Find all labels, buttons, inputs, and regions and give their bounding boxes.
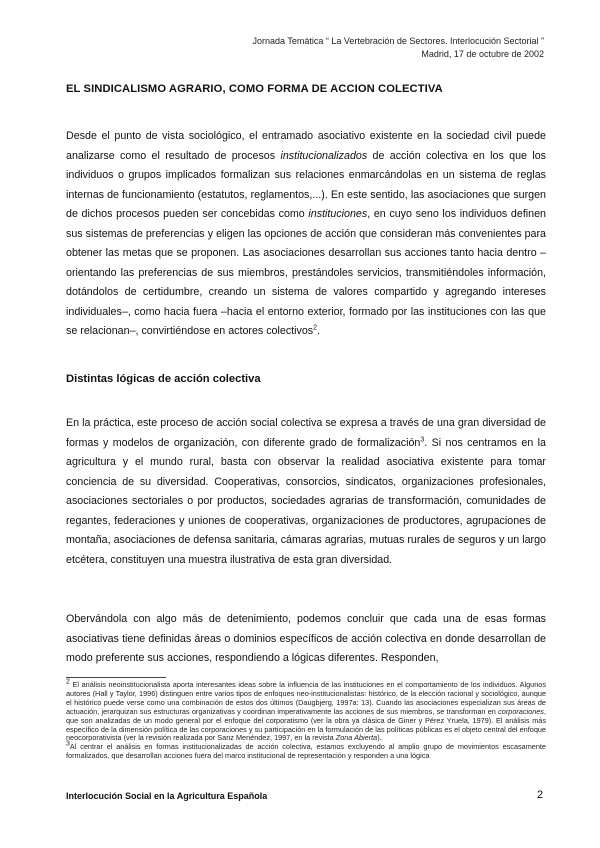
footnote-3-text: Al centrar el análisis en formas institucionalizadas de acción colectiva, estamos excluyendo al amplio grupo de movimientos escasamente formalizados, que desarrollan acciones fuera del marco institucional de representación y responden a una lógica [66,742,546,761]
page-number: 2 [537,789,544,801]
paragraph-intro-text-3: , en cuyo seno los individuos definen sus sistemas de preferencias y eligen las opciones de acción que consideran más convenientes para obtener las metas que se proponen. Las asociaciones desarrollan sus acciones tanto hacia dentro –orientando las preferencias de sus miembros, prestándoles servicios, transmitiéndoles información, dotándolos de certidumbre, creando un sistema de valores compartido y agregando intereses individuales–, como hacia fuera –hacia el entorno exterior, formado por las instituciones con las que se relacionan–, convirtiéndose en actores colectivos [66,208,546,337]
page-footer-title: Interlocución Social en la Agricultura Española [66,791,268,801]
footnotes [66,678,546,761]
footnote-2-emphasis-2: Zona Abierta [335,733,378,743]
paragraph-diversity-text-1: En la práctica, este proceso de acción social colectiva se expresa a través de una gran diversidad de formas y modelos de organización, con diferente grado de formalización [66,417,546,449]
footnote-2-text-2: , que son analizadas de un modo general por el enfoque del corporatismo (ver la obra ya clásica de Giner y Pérez Yruela, 1979). El análisis más específico de la dimensión política de las corporaciones y su participación en la formulación de las políticas públicas es el objeto central del enfoque neocorporativista (ver la revisión realizada por Sanz Menéndez, 1997, en la revista [66,706,546,743]
paragraph-intro-text-1: Desde el punto de vista sociológico, el entramado asociativo existente en la sociedad civil puede analizarse como el resultado de procesos [66,130,546,162]
paragraph-diversity [66,414,546,570]
footnote-ref-2[interactable]: 2 [313,324,318,332]
footnote-2-text-3: ). [377,733,382,743]
footnote-3 [66,740,546,761]
footnote-2-number: 2 [66,678,70,686]
footnote-2-emphasis-1: corporaciones [498,706,544,716]
paragraph-intro [66,127,546,342]
section-heading: Distintas lógicas de acción colectiva [66,373,261,385]
footnote-2 [66,678,546,743]
paragraph-intro-emphasis-2: instituciones [308,208,368,220]
paragraph-diversity-text-2: . Si nos centramos en la agricultura y el mundo rural, basta con observar la realidad asociativa existente para tomar conciencia de su diversidad. Cooperativas, consorcios, sindicatos, organizaciones profesionales, asociaciones sectoriales o por productos, sociedades agrarias de transformación, comunidades de regantes, federaciones y uniones de cooperativas, organizaciones de productores, agrupaciones de montaña, asociaciones de defensa sanitaria, cámaras agrarias, mutuas rurales de seguros y un largo etcétera, constituyen una muestra ilustrativa de esta gran diversidad. [66,436,547,566]
page-header [253,35,545,61]
footnote-divider [66,677,166,678]
document-title: EL SINDICALISMO AGRARIO, COMO FORMA DE ACCION COLECTIVA [66,83,443,95]
paragraph-logics: Obervándola con algo más de detenimiento, podemos concluir que cada una de esas formas asociativas tiene definidas áreas o dominios específicos de acción colectiva en donde desarrollan de modo preferente sus acciones, respondiendo a lógicas diferentes. Responden, [66,613,546,664]
paragraph-intro-emphasis-1: institucionalizados [280,149,368,162]
footnote-3-number: 3 [66,740,70,748]
paragraph-intro-text-2: de acción colectiva en los que los individuos o grupos implicados formalizan sus relaciones enmarcándolas en un sistema de reglas internas de funcionamiento (estatutos, reglamentos,...). En este sentido, las asociaciones que surgen de dichos procesos pueden ser concebidas como [66,149,547,220]
header-location-date: Madrid, 17 de octubre de 2002 [421,49,544,59]
footnote-2-text-1: El análisis neoinstitucionalista aporta interesantes ideas sobre la influencia de las instituciones en el comportamiento de los individuos. Algunos autores (Hall y Taylor, 1996) distinguen entre varios tipos de enfoques neo-institucionalistas: histórico, de la elección racional y sociológico, aunque el histórico puede verse como una combinación de estos dos últimos (Daugbjerg, 1997a: 13). Cuando las asociaciones especializan sus áreas de actuación, jerarquizan sus estructuras organizativas y coordinan imperativamente las acciones de sus miembros, se transforman en [66,680,546,716]
paragraph-intro-text-4: . [317,325,321,337]
header-event-title: Jornada Temática “ La Vertebración de Sectores. Interlocución Sectorial ” [252,36,544,46]
footnote-ref-3[interactable]: 3 [420,435,425,443]
